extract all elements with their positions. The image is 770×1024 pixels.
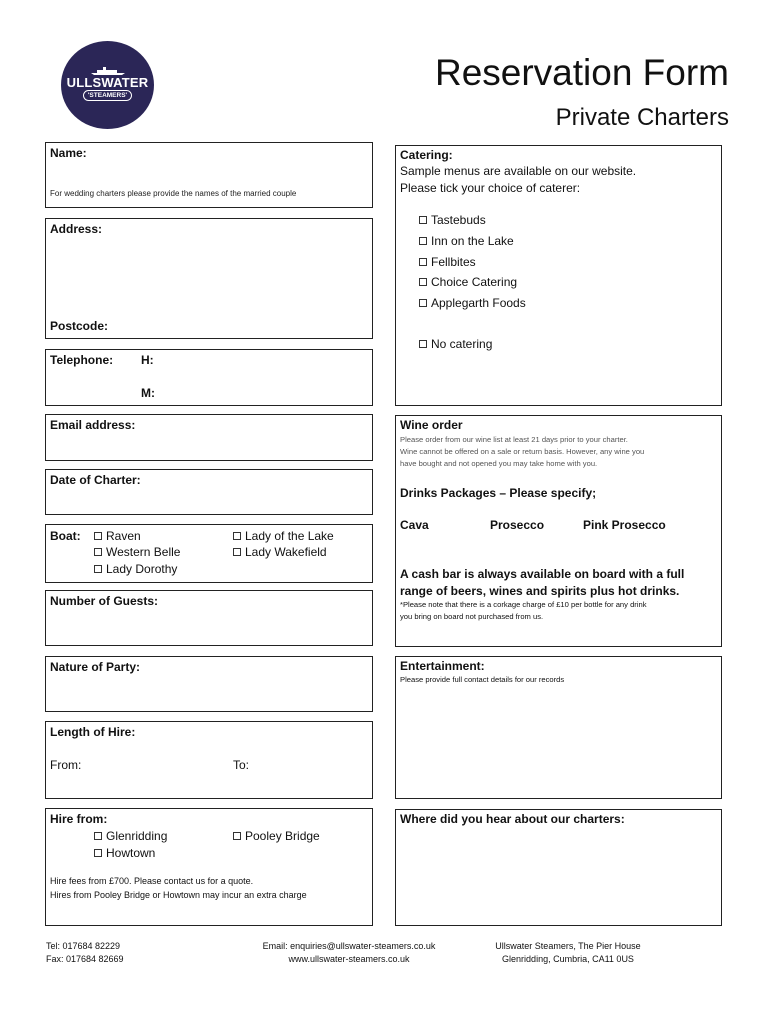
boat-option-lady-wakefield[interactable]: Lady Wakefield [233, 545, 327, 559]
boat-option-lady-dorothy[interactable]: Lady Dorothy [94, 562, 177, 576]
guests-label: Number of Guests: [50, 594, 159, 608]
package-cava: Cava [400, 518, 429, 532]
checkbox-icon [233, 548, 241, 556]
email-label: Email address: [50, 418, 136, 432]
name-note: For wedding charters please provide the names of the married couple [50, 189, 297, 198]
checkbox-icon [419, 299, 427, 307]
footer-address-line-2: Glenridding, Cumbria, CA11 0US [502, 954, 634, 964]
caterer-option-no-catering[interactable]: No catering [419, 337, 492, 351]
logo-line1: ULLSWATER [66, 75, 149, 90]
checkbox-icon [233, 532, 241, 540]
entertainment-box[interactable] [395, 656, 722, 799]
package-prosecco: Prosecco [490, 518, 545, 532]
hire-option-pooley-bridge[interactable]: Pooley Bridge [233, 829, 320, 843]
party-label: Nature of Party: [50, 660, 141, 674]
length-box[interactable] [45, 721, 373, 799]
wine-note-3: have bought and not opened you may take home with you. [400, 459, 598, 468]
logo-line2: 'STEAMERS' [83, 90, 132, 101]
logo [61, 41, 154, 129]
wine-note-1: Please order from our wine list at least 21 days prior to your charter. [400, 435, 628, 444]
postcode-label: Postcode: [50, 319, 109, 333]
checkbox-icon [419, 340, 427, 348]
date-box[interactable] [45, 469, 373, 515]
boat-option-raven[interactable]: Raven [94, 529, 141, 543]
wine-box[interactable] [395, 415, 722, 647]
address-box[interactable] [45, 218, 373, 339]
boat-option-western-belle[interactable]: Western Belle [94, 545, 180, 559]
footer-email[interactable]: Email: enquiries@ullswater-steamers.co.uk [262, 941, 436, 951]
checkbox-icon [233, 832, 241, 840]
footer-fax: Fax: 017684 82669 [46, 954, 124, 964]
to-label: To: [233, 758, 250, 772]
checkbox-icon [419, 258, 427, 266]
caterer-option-inn-on-the-lake[interactable]: Inn on the Lake [419, 234, 514, 248]
hear-label: Where did you hear about our charters: [400, 812, 625, 826]
checkbox-icon [94, 565, 102, 573]
from-label: From: [50, 758, 82, 772]
footer-web [246, 940, 452, 966]
wine-label: Wine order [400, 418, 463, 432]
email-box[interactable] [45, 414, 373, 461]
drinks-packages-label: Drinks Packages – Please specify; [400, 486, 597, 500]
page-subtitle: Private Charters [555, 104, 729, 131]
footer-website[interactable]: www.ullswater-steamers.co.uk [288, 954, 410, 964]
caterer-option-tastebuds[interactable]: Tastebuds [419, 213, 486, 227]
cash-bar-line-2: range of beers, wines and spirits plus hot drinks. [400, 584, 680, 598]
boat-box [45, 524, 373, 583]
caterer-option-fellbites[interactable]: Fellbites [419, 255, 476, 269]
hire-note-1: Hire fees from £700. Please contact us for a quote. [50, 876, 254, 886]
boat-option-lady-of-the-lake[interactable]: Lady of the Lake [233, 529, 334, 543]
hire-from-box [45, 808, 373, 926]
entertainment-label: Entertainment: [400, 659, 485, 673]
checkbox-icon [419, 278, 427, 286]
hear-box[interactable] [395, 809, 722, 926]
checkbox-icon [419, 216, 427, 224]
caterer-option-choice-catering[interactable]: Choice Catering [419, 275, 517, 289]
package-pink-prosecco: Pink Prosecco [583, 518, 666, 532]
wine-note-2: Wine cannot be offered on a sale or return basis. However, any wine you [400, 447, 645, 456]
hire-note-2: Hires from Pooley Bridge or Howtown may incur an extra charge [50, 890, 307, 900]
footer-contact [46, 940, 124, 966]
checkbox-icon [94, 849, 102, 857]
checkbox-icon [419, 237, 427, 245]
length-label: Length of Hire: [50, 725, 136, 739]
footer-address-line-1: Ullswater Steamers, The Pier House [495, 941, 641, 951]
telephone-home-label: H: [141, 353, 154, 367]
name-box[interactable] [45, 142, 373, 208]
name-label: Name: [50, 146, 87, 160]
date-label: Date of Charter: [50, 473, 141, 487]
checkbox-icon [94, 548, 102, 556]
hire-option-glenridding[interactable]: Glenridding [94, 829, 167, 843]
telephone-mobile-label: M: [141, 386, 155, 400]
catering-line-2: Please tick your choice of caterer: [400, 181, 581, 195]
address-label: Address: [50, 222, 103, 236]
footer-address [470, 940, 666, 966]
telephone-box[interactable] [45, 349, 373, 406]
footer-tel: Tel: 017684 82229 [46, 941, 121, 951]
page-title: Reservation Form [434, 52, 729, 93]
cash-bar-line-1: A cash bar is always available on board with a full [400, 567, 685, 581]
hire-from-label: Hire from: [50, 812, 108, 826]
caterer-option-applegarth-foods[interactable]: Applegarth Foods [419, 296, 526, 310]
hire-option-howtown[interactable]: Howtown [94, 846, 155, 860]
checkbox-icon [94, 832, 102, 840]
boat-label: Boat: [50, 529, 81, 543]
corkage-line-2: you bring on board not purchased from us. [400, 612, 544, 621]
entertainment-note: Please provide full contact details for our records [400, 675, 565, 684]
steamer-icon [89, 67, 127, 75]
catering-box [395, 145, 722, 406]
catering-label: Catering: [400, 148, 453, 162]
guests-box[interactable] [45, 590, 373, 646]
checkbox-icon [94, 532, 102, 540]
telephone-label: Telephone: [50, 353, 114, 367]
party-box[interactable] [45, 656, 373, 712]
catering-line-1: Sample menus are available on our website. [400, 164, 637, 178]
corkage-line-1: *Please note that there is a corkage charge of £10 per bottle for any drink [400, 600, 647, 609]
